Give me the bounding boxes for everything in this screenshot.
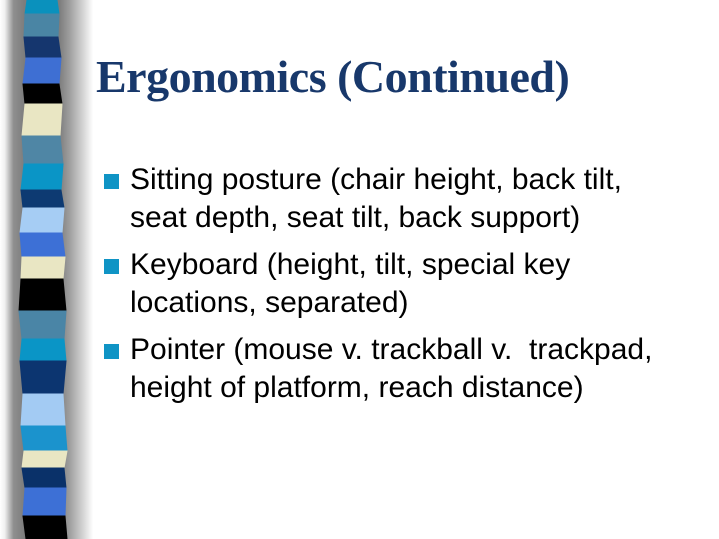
ribbon-stripe <box>22 136 63 164</box>
ribbon-stripe <box>20 361 66 394</box>
ribbon-stripe <box>24 14 59 37</box>
ribbon-stripe <box>21 190 64 208</box>
ribbon-stripe <box>21 394 65 426</box>
bullet-line: locations, separated) <box>130 286 409 319</box>
ribbon-stripe <box>20 233 65 257</box>
ribbon-stripe <box>19 279 66 311</box>
ribbon-stripe <box>25 0 59 14</box>
ribbon-stripe <box>23 84 62 104</box>
bullet-item-sitting-posture <box>104 161 704 237</box>
bullet-text <box>130 331 652 407</box>
ribbon-stripe <box>21 257 65 279</box>
bullet-item-pointer <box>104 331 704 407</box>
ribbon-stripe <box>20 339 66 361</box>
bullet-square-icon <box>104 259 119 274</box>
bullet-line: Keyboard (height, tilt, special key <box>130 248 571 281</box>
decorative-ribbon <box>0 0 96 539</box>
ribbon-stripe <box>22 468 66 488</box>
bullet-text <box>130 246 570 322</box>
bullet-line: height of platform, reach distance) <box>130 371 584 404</box>
ribbon-stripe <box>23 488 66 516</box>
slide-title: Ergonomics (Continued) <box>96 51 570 102</box>
bullet-list <box>104 161 704 416</box>
ribbon-stripe <box>22 451 67 468</box>
bullet-line: Sitting posture (chair height, back tilt, <box>130 163 622 196</box>
bullet-square-icon <box>104 174 119 189</box>
bullet-line: Pointer (mouse v. trackball v. trackpad, <box>130 333 653 366</box>
bullet-square-icon <box>104 344 119 359</box>
bullet-line: seat depth, seat tilt, back support) <box>130 201 581 234</box>
ribbon-stripe <box>23 516 67 539</box>
ribbon-stripe <box>20 208 64 233</box>
ribbon-stripe <box>23 58 61 84</box>
ribbon-stripe <box>22 104 62 136</box>
ribbon-stripe <box>21 164 63 190</box>
bullet-item-keyboard <box>104 246 704 322</box>
ribbon-stripe <box>19 311 66 339</box>
ribbon-stripe <box>24 37 61 58</box>
ribbon-stripe <box>21 426 67 451</box>
bullet-text <box>130 161 622 237</box>
